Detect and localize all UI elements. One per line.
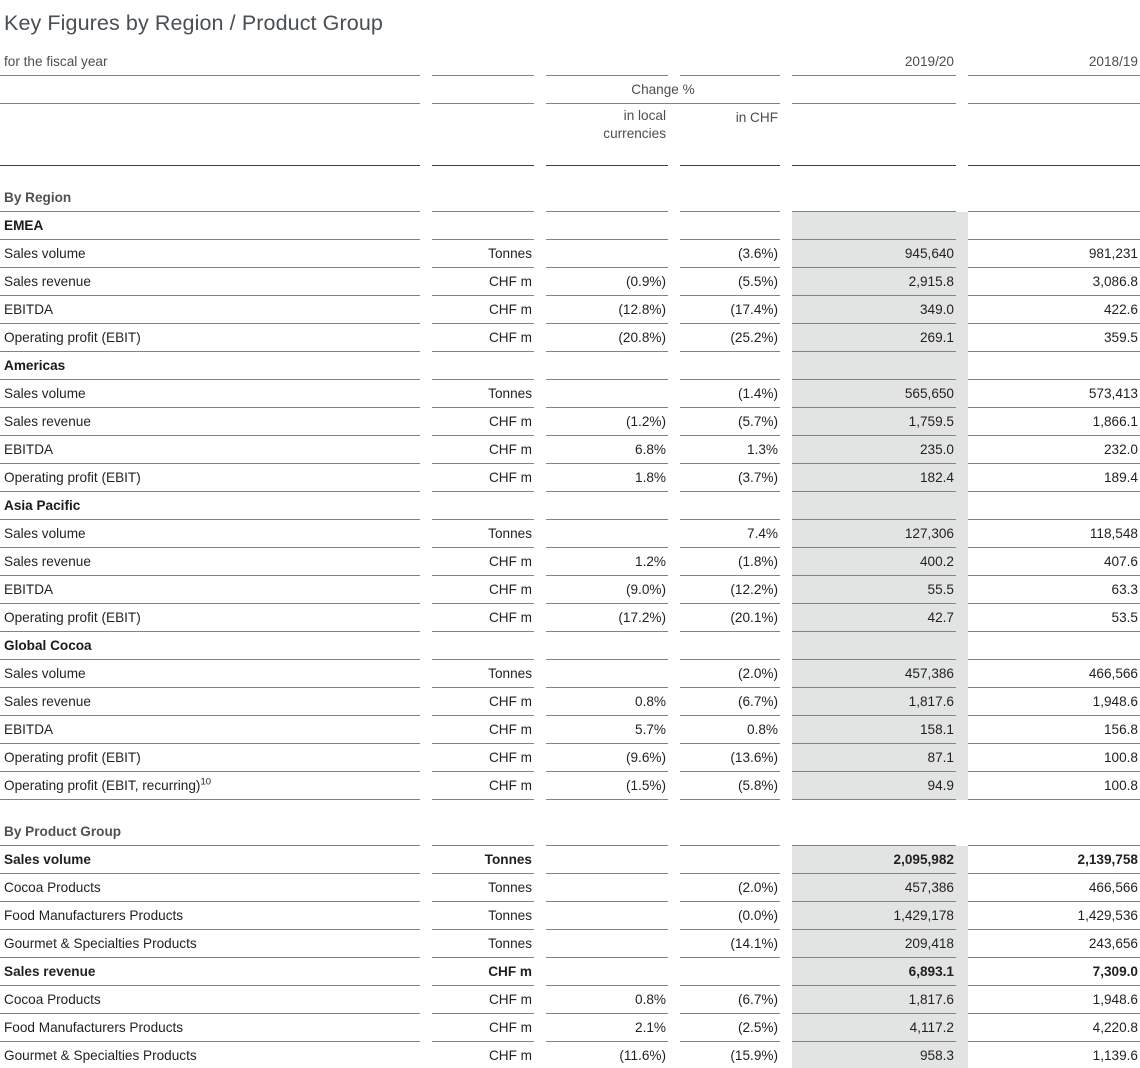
row-unit: CHF m xyxy=(432,744,546,772)
group-heading: Americas xyxy=(0,352,432,380)
row-change-local xyxy=(546,240,680,268)
row-change-chf: (2.5%) xyxy=(680,1014,792,1042)
table-row xyxy=(0,436,1140,464)
row-change-local xyxy=(546,520,680,548)
row-unit: CHF m xyxy=(432,464,546,492)
row-change-chf: (1.4%) xyxy=(680,380,792,408)
section-heading: By Product Group xyxy=(0,818,432,846)
row-value-previous: 118,548 xyxy=(968,520,1140,548)
row-unit: CHF m xyxy=(432,688,546,716)
row-label: Gourmet & Specialties Products xyxy=(0,1042,432,1068)
row-value-previous: 156.8 xyxy=(968,716,1140,744)
header-spacer-unit xyxy=(432,76,546,104)
table-row xyxy=(0,268,1140,296)
spacer-cell xyxy=(0,166,432,184)
row-change-local: (9.6%) xyxy=(546,744,680,772)
header-fiscal-year-label: for the fiscal year xyxy=(0,48,432,76)
row-change-chf: (2.0%) xyxy=(680,874,792,902)
spacer-cell xyxy=(432,166,546,184)
row-change-local xyxy=(546,660,680,688)
group-heading: EMEA xyxy=(0,212,432,240)
table-row xyxy=(0,716,1140,744)
row-unit: CHF m xyxy=(432,958,546,986)
row-value-previous: 1,429,536 xyxy=(968,902,1140,930)
header-spacer-current xyxy=(792,76,968,104)
group-heading-previous xyxy=(968,352,1140,380)
header-row-subcolumns xyxy=(0,104,1140,166)
row-unit: Tonnes xyxy=(432,520,546,548)
row-value-previous: 1,139.6 xyxy=(968,1042,1140,1068)
row-value-previous: 100.8 xyxy=(968,772,1140,800)
table-row xyxy=(0,576,1140,604)
row-value-previous: 63.3 xyxy=(968,576,1140,604)
row-change-local: 1.8% xyxy=(546,464,680,492)
row-value-current: 400.2 xyxy=(792,548,968,576)
row-unit: Tonnes xyxy=(432,930,546,958)
row-change-local: 2.1% xyxy=(546,1014,680,1042)
row-unit: Tonnes xyxy=(432,240,546,268)
row-value-current: 127,306 xyxy=(792,520,968,548)
spacer-cell xyxy=(968,166,1140,184)
row-change-chf: (5.7%) xyxy=(680,408,792,436)
row-change-chf: (13.6%) xyxy=(680,744,792,772)
row-label: Sales volume xyxy=(0,846,432,874)
row-change-chf: 1.3% xyxy=(680,436,792,464)
spacer-cell xyxy=(0,800,432,818)
group-heading-current xyxy=(792,352,968,380)
group-heading-unit xyxy=(432,492,546,520)
row-change-local: 5.7% xyxy=(546,716,680,744)
row-value-current: 457,386 xyxy=(792,660,968,688)
row-unit: CHF m xyxy=(432,604,546,632)
row-label: EBITDA xyxy=(0,576,432,604)
spacer-cell xyxy=(680,800,792,818)
subheader-current-blank xyxy=(792,104,968,166)
row-label: Sales volume xyxy=(0,660,432,688)
table-row xyxy=(0,408,1140,436)
row-value-current: 87.1 xyxy=(792,744,968,772)
spacer-cell xyxy=(968,800,1140,818)
header-row-change xyxy=(0,76,1140,104)
row-change-local: (9.0%) xyxy=(546,576,680,604)
header-spacer-label xyxy=(0,76,432,104)
row-value-current: 158.1 xyxy=(792,716,968,744)
header-spacer-previous xyxy=(968,76,1140,104)
row-unit: CHF m xyxy=(432,436,546,464)
group-heading-local xyxy=(546,352,680,380)
row-value-current: 2,915.8 xyxy=(792,268,968,296)
group-heading-chf xyxy=(680,492,792,520)
table-row xyxy=(0,1042,1140,1068)
row-change-local: (11.6%) xyxy=(546,1042,680,1068)
spacer-cell xyxy=(792,166,968,184)
row-value-current: 1,817.6 xyxy=(792,688,968,716)
row-value-previous: 1,948.6 xyxy=(968,688,1140,716)
row-change-chf: (1.8%) xyxy=(680,548,792,576)
row-value-current: 2,095,982 xyxy=(792,846,968,874)
row-change-local: 1.2% xyxy=(546,548,680,576)
row-change-local: (17.2%) xyxy=(546,604,680,632)
row-value-current: 209,418 xyxy=(792,930,968,958)
row-change-local: 6.8% xyxy=(546,436,680,464)
row-change-chf xyxy=(680,846,792,874)
subheader-in-chf: in CHF xyxy=(680,104,792,166)
row-label: Gourmet & Specialties Products xyxy=(0,930,432,958)
table-row xyxy=(0,744,1140,772)
group-heading-local xyxy=(546,492,680,520)
row-label: Sales revenue xyxy=(0,688,432,716)
group-heading-unit xyxy=(432,212,546,240)
section-heading-local xyxy=(546,818,680,846)
table-row xyxy=(0,660,1140,688)
header-local-blank xyxy=(546,48,680,76)
row-value-current: 269.1 xyxy=(792,324,968,352)
table-row xyxy=(0,874,1140,902)
row-change-chf: (17.4%) xyxy=(680,296,792,324)
row-change-chf: (3.6%) xyxy=(680,240,792,268)
row-change-local xyxy=(546,846,680,874)
row-unit: CHF m xyxy=(432,1042,546,1068)
row-value-previous: 981,231 xyxy=(968,240,1140,268)
row-unit: Tonnes xyxy=(432,874,546,902)
row-value-current: 958.3 xyxy=(792,1042,968,1068)
row-label: Cocoa Products xyxy=(0,874,432,902)
row-label: Operating profit (EBIT) xyxy=(0,604,432,632)
table-row xyxy=(0,986,1140,1014)
row-label: EBITDA xyxy=(0,436,432,464)
row-change-local xyxy=(546,930,680,958)
row-value-current: 565,650 xyxy=(792,380,968,408)
spacer-cell xyxy=(792,800,968,818)
row-label: Sales volume xyxy=(0,240,432,268)
spacer-cell xyxy=(680,166,792,184)
group-heading-chf xyxy=(680,352,792,380)
total-row xyxy=(0,958,1140,986)
section-heading-previous xyxy=(968,818,1140,846)
section-heading: By Region xyxy=(0,184,432,212)
section-heading-current xyxy=(792,184,968,212)
row-label: Cocoa Products xyxy=(0,986,432,1014)
group-heading-current xyxy=(792,492,968,520)
row-change-local: 0.8% xyxy=(546,688,680,716)
row-label: Sales revenue xyxy=(0,408,432,436)
row-change-local xyxy=(546,874,680,902)
row-value-previous: 4,220.8 xyxy=(968,1014,1140,1042)
row-value-previous: 3,086.8 xyxy=(968,268,1140,296)
table-row xyxy=(0,772,1140,800)
row-value-previous: 243,656 xyxy=(968,930,1140,958)
group-heading-row xyxy=(0,492,1140,520)
group-heading-chf xyxy=(680,632,792,660)
group-heading-row xyxy=(0,212,1140,240)
row-label: Food Manufacturers Products xyxy=(0,1014,432,1042)
table-row xyxy=(0,688,1140,716)
row-value-previous: 232.0 xyxy=(968,436,1140,464)
row-label: Sales volume xyxy=(0,380,432,408)
group-heading-row xyxy=(0,632,1140,660)
group-heading-local xyxy=(546,632,680,660)
section-heading-chf xyxy=(680,818,792,846)
row-value-current: 6,893.1 xyxy=(792,958,968,986)
section-heading-row xyxy=(0,818,1140,846)
row-label: Operating profit (EBIT) xyxy=(0,324,432,352)
row-change-chf xyxy=(680,958,792,986)
row-unit: CHF m xyxy=(432,716,546,744)
row-label: EBITDA xyxy=(0,716,432,744)
header-change-percent: Change % xyxy=(546,76,792,104)
row-value-previous: 189.4 xyxy=(968,464,1140,492)
spacer-before-by-region xyxy=(0,166,1140,184)
row-value-current: 235.0 xyxy=(792,436,968,464)
row-label: Sales volume xyxy=(0,520,432,548)
total-row xyxy=(0,846,1140,874)
row-unit: CHF m xyxy=(432,1014,546,1042)
row-value-current: 42.7 xyxy=(792,604,968,632)
section-heading-current xyxy=(792,818,968,846)
section-heading-previous xyxy=(968,184,1140,212)
row-change-local xyxy=(546,958,680,986)
table-row xyxy=(0,1014,1140,1042)
row-value-previous: 53.5 xyxy=(968,604,1140,632)
group-heading-previous xyxy=(968,632,1140,660)
row-value-current: 55.5 xyxy=(792,576,968,604)
row-label: Operating profit (EBIT) xyxy=(0,464,432,492)
row-value-current: 457,386 xyxy=(792,874,968,902)
table-row xyxy=(0,324,1140,352)
row-unit: CHF m xyxy=(432,268,546,296)
row-value-current: 945,640 xyxy=(792,240,968,268)
group-heading-unit xyxy=(432,632,546,660)
row-change-chf: (25.2%) xyxy=(680,324,792,352)
spacer-between-sections xyxy=(0,800,1140,818)
header-row-years xyxy=(0,48,1140,76)
row-value-previous: 2,139,758 xyxy=(968,846,1140,874)
row-change-local: (12.8%) xyxy=(546,296,680,324)
row-value-current: 349.0 xyxy=(792,296,968,324)
header-chf-blank xyxy=(680,48,792,76)
row-change-local: (1.5%) xyxy=(546,772,680,800)
row-change-chf: (15.9%) xyxy=(680,1042,792,1068)
key-figures-table xyxy=(0,48,1140,1068)
row-change-chf: (2.0%) xyxy=(680,660,792,688)
header-year-previous: 2018/19 xyxy=(968,48,1140,76)
group-heading-previous xyxy=(968,212,1140,240)
row-change-chf: (14.1%) xyxy=(680,930,792,958)
group-heading-chf xyxy=(680,212,792,240)
row-label: Operating profit (EBIT, recurring)$^{10}$ xyxy=(0,772,432,800)
section-heading-local xyxy=(546,184,680,212)
row-label: Sales revenue xyxy=(0,268,432,296)
row-value-previous: 573,413 xyxy=(968,380,1140,408)
row-label: Operating profit (EBIT) xyxy=(0,744,432,772)
subheader-label-blank xyxy=(0,104,432,166)
spacer-cell xyxy=(546,800,680,818)
subheader-previous-blank xyxy=(968,104,1140,166)
row-change-local xyxy=(546,380,680,408)
row-unit: CHF m xyxy=(432,408,546,436)
row-unit: CHF m xyxy=(432,986,546,1014)
row-value-previous: 100.8 xyxy=(968,744,1140,772)
table-row xyxy=(0,604,1140,632)
section-heading-row xyxy=(0,184,1140,212)
row-unit: CHF m xyxy=(432,324,546,352)
section-heading-unit xyxy=(432,818,546,846)
row-value-current: 1,759.5 xyxy=(792,408,968,436)
row-change-chf: 7.4% xyxy=(680,520,792,548)
section-heading-unit xyxy=(432,184,546,212)
row-value-previous: 1,866.1 xyxy=(968,408,1140,436)
row-value-previous: 7,309.0 xyxy=(968,958,1140,986)
row-value-previous: 359.5 xyxy=(968,324,1140,352)
row-change-chf: (5.8%) xyxy=(680,772,792,800)
row-value-current: 94.9 xyxy=(792,772,968,800)
row-value-previous: 466,566 xyxy=(968,660,1140,688)
row-label: EBITDA xyxy=(0,296,432,324)
table-row xyxy=(0,930,1140,958)
row-change-chf: (3.7%) xyxy=(680,464,792,492)
page-title: Key Figures by Region / Product Group xyxy=(4,11,383,35)
row-label: Sales revenue xyxy=(0,958,432,986)
row-change-chf: (5.5%) xyxy=(680,268,792,296)
row-change-local: (1.2%) xyxy=(546,408,680,436)
subheader-in-local-currencies: in local currencies xyxy=(546,104,680,166)
spacer-cell xyxy=(432,800,546,818)
row-unit: CHF m xyxy=(432,772,546,800)
spacer-cell xyxy=(546,166,680,184)
header-year-current: 2019/20 xyxy=(792,48,968,76)
section-heading-chf xyxy=(680,184,792,212)
row-label: Sales revenue xyxy=(0,548,432,576)
table-row xyxy=(0,240,1140,268)
row-value-current: 1,817.6 xyxy=(792,986,968,1014)
header-unit-blank xyxy=(432,48,546,76)
group-heading: Global Cocoa xyxy=(0,632,432,660)
row-change-chf: (6.7%) xyxy=(680,688,792,716)
group-heading-current xyxy=(792,212,968,240)
row-change-chf: (6.7%) xyxy=(680,986,792,1014)
group-heading-row xyxy=(0,352,1140,380)
row-label: Food Manufacturers Products xyxy=(0,902,432,930)
row-value-current: 1,429,178 xyxy=(792,902,968,930)
row-change-local: (20.8%) xyxy=(546,324,680,352)
row-change-local: 0.8% xyxy=(546,986,680,1014)
table-row xyxy=(0,902,1140,930)
subheader-unit-blank xyxy=(432,104,546,166)
row-change-chf: (12.2%) xyxy=(680,576,792,604)
group-heading-local xyxy=(546,212,680,240)
row-value-current: 182.4 xyxy=(792,464,968,492)
row-unit: CHF m xyxy=(432,296,546,324)
table-body xyxy=(0,48,1140,1068)
row-value-previous: 422.6 xyxy=(968,296,1140,324)
row-value-previous: 466,566 xyxy=(968,874,1140,902)
row-change-chf: 0.8% xyxy=(680,716,792,744)
group-heading-current xyxy=(792,632,968,660)
group-heading-unit xyxy=(432,352,546,380)
table-row xyxy=(0,520,1140,548)
row-change-local: (0.9%) xyxy=(546,268,680,296)
row-unit: Tonnes xyxy=(432,660,546,688)
table-row xyxy=(0,296,1140,324)
row-value-previous: 407.6 xyxy=(968,548,1140,576)
row-unit: Tonnes xyxy=(432,846,546,874)
group-heading-previous xyxy=(968,492,1140,520)
row-value-previous: 1,948.6 xyxy=(968,986,1140,1014)
table-row xyxy=(0,464,1140,492)
table-row xyxy=(0,380,1140,408)
row-unit: Tonnes xyxy=(432,902,546,930)
row-unit: CHF m xyxy=(432,576,546,604)
row-change-chf: (0.0%) xyxy=(680,902,792,930)
row-change-local xyxy=(546,902,680,930)
row-unit: Tonnes xyxy=(432,380,546,408)
group-heading: Asia Pacific xyxy=(0,492,432,520)
row-change-chf: (20.1%) xyxy=(680,604,792,632)
table-row xyxy=(0,548,1140,576)
row-unit: CHF m xyxy=(432,548,546,576)
row-value-current: 4,117.2 xyxy=(792,1014,968,1042)
